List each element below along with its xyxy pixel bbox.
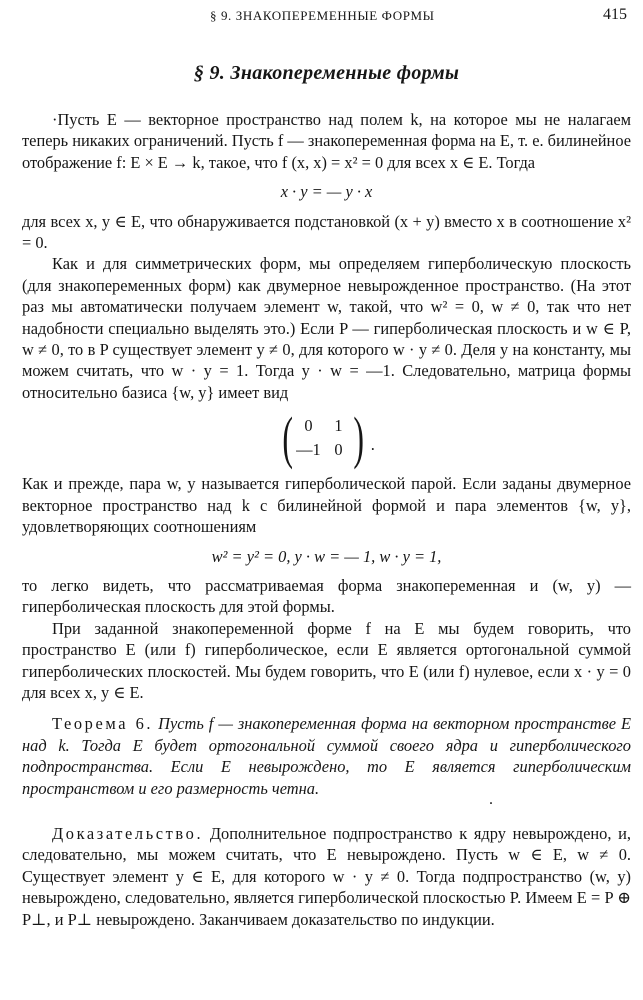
running-head: § 9. ЗНАКОПЕРЕМЕННЫЕ ФОРМЫ [210, 8, 435, 23]
end-of-theorem-mark [22, 790, 631, 808]
matrix-cell: 0 [304, 416, 313, 436]
matrix-cell: —1 [296, 440, 321, 460]
theorem-label: Теорема 6. [52, 714, 154, 734]
proof [22, 823, 631, 930]
matrix-block [22, 405, 631, 471]
left-paren: ( [282, 405, 294, 471]
formula-anticommutative: x · y = — y · x [280, 182, 373, 202]
proof-label: Доказательство. [52, 823, 204, 843]
end-dot: . [489, 790, 493, 808]
formula-relations: w² = y² = 0, y · w = — 1, w · y = 1, [211, 546, 442, 566]
matrix-grid [293, 416, 353, 460]
form-matrix [278, 405, 375, 471]
theorem-body: Пусть f — знакопеременная форма на векторном пространстве E над k. Тогда E будет ортогональной суммой своего ядра и гиперболического подпространства. Если E невырождено, то E является гиперболическим пространством и его размерность четна. [22, 714, 631, 798]
matrix-cell: 0 [334, 440, 343, 460]
paragraph-definitions: При заданной знакопеременной форме f на E мы будем говорить, что пространство E (или f) гиперболическое, если E является ортогональной суммой гиперболических плоскостей. Мы будем говорить, что E (или f) нулевое, если x · y = 0 для всех x, y ∈ E. [22, 618, 631, 702]
matrix-cell: 1 [334, 416, 343, 436]
section-title: § 9. Знакопеременные формы [193, 62, 460, 84]
paragraph-intro: ·Пусть E — векторное пространство над полем k, на которое мы не налагаем теперь никаких ограничений. Пусть f — знакопеременная форма на E, т. е. билинейное отображение f: E × E → k, такое, что f (x, x) = x² = 0 для всех x ∈ E. Тогда [22, 110, 631, 172]
paragraph-conclusion: то легко видеть, что рассматриваемая форма знакопеременная и (w, y) — гиперболическая плоскость для этой формы. [22, 575, 631, 617]
paragraph-hyperbolic-pair: Как и прежде, пара w, y называется гиперболической парой. Если заданы двумерное векторное пространство над k с билинейной формой и пара элементов {w, y}, удовлетворяющих соотношениям [22, 474, 631, 537]
page-header [22, 0, 631, 34]
right-paren: ) [353, 405, 365, 471]
proof-body: Дополнительное подпространство к ядру невырождено, и, следовательно, мы можем считать, что E невырождено. Пусть w ∈ E, w ≠ 0. Существует элемент y ∈ E, для которого w · y ≠ 0. Тогда подпространство (w, y) невырождено, следовательно, является гиперболической плоскостью P. Имеем E = P ⊕ P⊥, и P⊥ невырождено. Заканчиваем доказательство по индукции. [22, 823, 631, 929]
paragraph-hyperbolic-plane: Как и для симметрических форм, мы определяем гиперболическую плоскость (для знакопеременных форм) как двумерное невырожденное пространство. (На этот раз мы автоматически получаем элемент w, такой, что w² = 0, w ≠ 0, так что нет надобности специально выделять это.) Если P — гиперболическая плоскость и w ∈ P, w ≠ 0, то в P существует элемент y ≠ 0, для которого w · y ≠ 0. Деля y на константу, мы можем считать, что w · y = 1. Тогда y · w = —1. Следовательно, матрица формы относительно базиса {w, y} имеет вид [22, 254, 631, 402]
page-number: 415 [603, 6, 627, 23]
paragraph-substitution: для всех x, y ∈ E, что обнаруживается подстановкой (x + y) вместо x в соотношение x² = 0. [22, 211, 631, 253]
matrix-period: . [370, 435, 375, 455]
theorem-6 [22, 713, 631, 799]
